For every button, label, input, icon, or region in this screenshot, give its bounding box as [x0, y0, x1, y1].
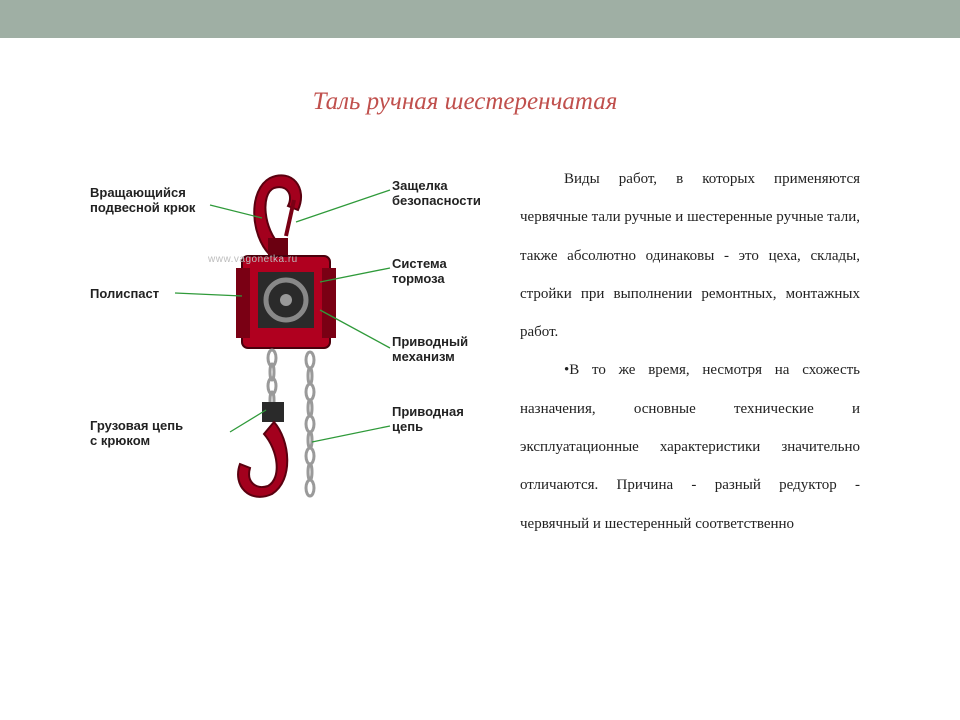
drive-chain	[306, 352, 314, 496]
watermark: www.vagonetka.ru	[208, 254, 298, 265]
load-block	[262, 402, 284, 422]
label-drive-mechanism: Приводный механизм	[392, 334, 469, 364]
housing-side-right	[322, 268, 336, 338]
load-chain	[268, 350, 276, 408]
body-text	[520, 160, 860, 543]
slide-title: Таль ручная шестеренчатая	[312, 88, 618, 115]
label-hook: Вращающийся подвесной крюк	[90, 185, 196, 215]
hoist-diagram	[80, 160, 510, 530]
label-latch: Защелка безопасности	[392, 178, 481, 208]
top-bar	[0, 0, 960, 38]
bottom-hook	[238, 422, 287, 497]
paragraph-1: Виды работ, в которых применяются червячные тали ручные и шестеренные ручные тали, также абсолютно одинаковы - это цеха, склады, стройки при выполнении ремонтных, монтажных работ.	[520, 171, 860, 341]
housing-side-left	[236, 268, 250, 338]
label-polyspast: Полиспаст	[90, 286, 160, 301]
label-load-chain: Грузовая цепь с крюком	[90, 418, 184, 448]
label-brake: Система тормоза	[392, 256, 447, 286]
label-drive-chain: Приводная цепь	[392, 404, 464, 434]
paragraph-2: •В то же время, несмотря на схожесть назначения, основные технические и эксплуатационные характеристики значительно отличаются. Причина - разный редуктор - червячный и шестеренный соответственно	[520, 362, 860, 532]
gear-hub	[280, 294, 292, 306]
